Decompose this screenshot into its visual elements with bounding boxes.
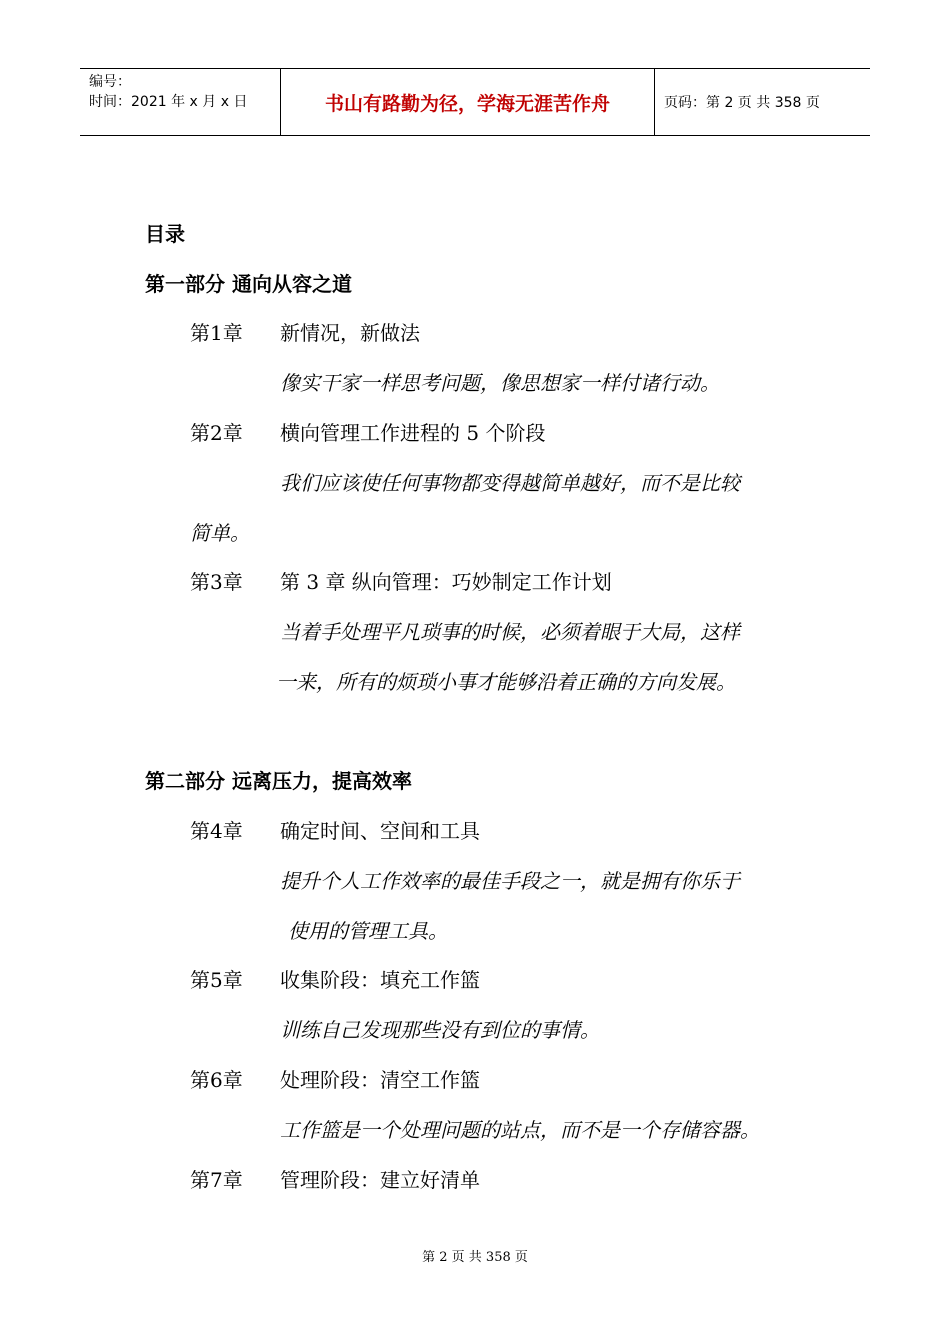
chapter-quote: 当着手处理平凡琐事的时候，必须着眼于大局，这样 <box>280 620 740 644</box>
header-meta-cell <box>80 69 281 135</box>
chapter-number: 第1章 <box>190 321 243 345</box>
chapter-number: 第4章 <box>190 819 243 843</box>
chapter-number: 第3章 <box>190 570 243 594</box>
page-footer: 第 2 页 共 358 页 <box>422 1250 528 1265</box>
chapter-quote: 工作篮是一个处理问题的站点，而不是一个存储容器。 <box>280 1118 760 1142</box>
part-heading: 第一部分 通向从容之道 <box>145 272 352 296</box>
chapter-quote: 简单。 <box>190 521 250 545</box>
chapter-title: 新情况，新做法 <box>280 321 420 345</box>
chapter-title: 第 3 章 纵向管理：巧妙制定工作计划 <box>280 570 612 594</box>
chapter-number: 第6章 <box>190 1068 243 1092</box>
toc-title: 目录 <box>145 222 185 246</box>
chapter-title: 管理阶段：建立好清单 <box>280 1168 480 1192</box>
chapter-quote: 像实干家一样思考问题，像思想家一样付诸行动。 <box>280 371 720 395</box>
chapter-number: 第2章 <box>190 421 243 445</box>
time-label: 时间：2021 年 x 月 x 日 <box>89 94 248 110</box>
chapter-quote: 我们应该使任何事物都变得越简单越好，而不是比较 <box>280 471 740 495</box>
chapter-number: 第5章 <box>190 968 243 992</box>
header-motto: 书山有路勤为径，学海无涯苦作舟 <box>281 69 655 135</box>
chapter-title: 处理阶段：清空工作篮 <box>280 1068 480 1092</box>
part-heading: 第二部分 远离压力，提高效率 <box>145 769 412 793</box>
chapter-quote: 训练自己发现那些没有到位的事情。 <box>280 1018 600 1042</box>
chapter-quote: 一来，所有的烦琐小事才能够沿着正确的方向发展。 <box>276 670 736 694</box>
header-page-info: 页码：第 2 页 共 358 页 <box>664 95 820 111</box>
number-label: 编号： <box>89 74 131 90</box>
chapter-quote: 使用的管理工具。 <box>288 919 448 943</box>
page-header <box>80 68 870 136</box>
chapter-title: 收集阶段：填充工作篮 <box>280 968 480 992</box>
chapter-title: 确定时间、空间和工具 <box>280 819 480 843</box>
chapter-title: 横向管理工作进程的 5 个阶段 <box>280 421 546 445</box>
chapter-quote: 提升个人工作效率的最佳手段之一，就是拥有你乐于 <box>280 869 740 893</box>
chapter-number: 第7章 <box>190 1168 243 1192</box>
